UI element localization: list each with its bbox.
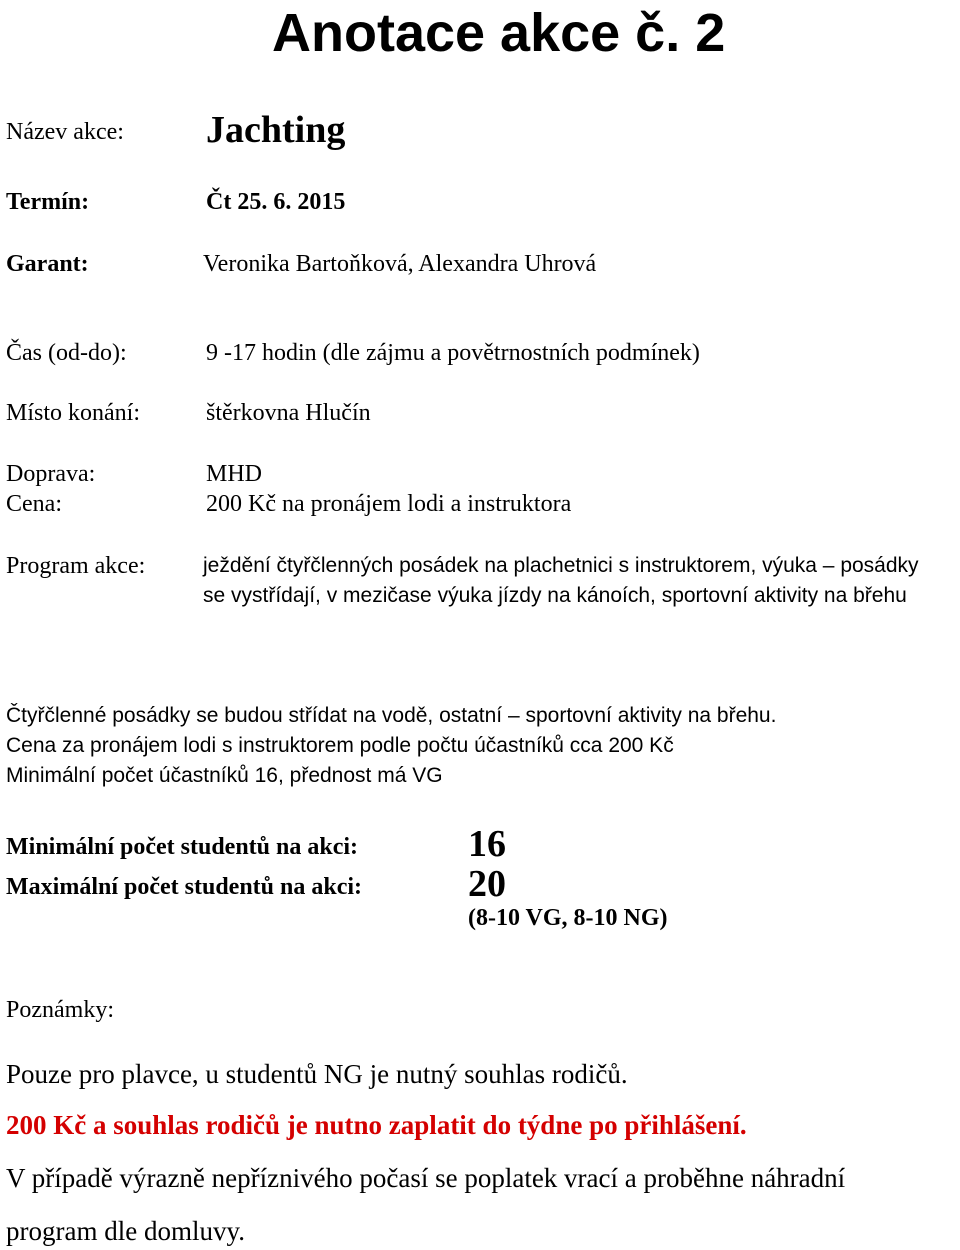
payment-note: 200 Kč a souhlas rodičů je nutno zaplatit do týdne po přihlášení. [6, 1110, 747, 1140]
place-label: Místo konání: [6, 400, 141, 426]
max-students-label: Maximální počet studentů na akci: [6, 874, 363, 900]
date-value: Čt 25. 6. 2015 [206, 189, 346, 215]
min-students-label: Minimální počet studentů na akci: [6, 834, 359, 860]
detail-line: Minimální počet účastníků 16, přednost má VG [6, 764, 443, 787]
event-name-value: Jachting [206, 109, 346, 151]
transport-label: Doprava: [6, 461, 96, 487]
min-students-value: 16 [468, 823, 506, 865]
page-title: Anotace akce č. 2 [272, 3, 726, 63]
guarantor-label: Garant: [6, 251, 89, 277]
event-name-label: Název akce: [6, 119, 124, 145]
price-label: Cena: [6, 491, 62, 517]
place-value: štěrkovna Hlučín [206, 400, 371, 426]
max-students-value: 20 [468, 863, 506, 905]
program-value: ježdění čtyřčlenných posádek na plachetnici s instruktorem, výuka – posádky se vystřídají, v mezičase výuka jízdy na kánoích, sportovní aktivity na břehu [203, 554, 919, 607]
note-line: program dle domluvy. [6, 1216, 245, 1246]
time-value: 9 -17 hodin (dle zájmu a povětrnostních podmínek) [206, 340, 700, 366]
detail-line: Cena za pronájem lodi s instruktorem podle počtu účastníků cca 200 Kč [6, 734, 674, 757]
guarantor-value: Veronika Bartoňková, Alexandra Uhrová [203, 251, 597, 277]
detail-line: Čtyřčlenné posádky se budou střídat na vodě, ostatní – sportovní aktivity na břehu. [6, 704, 777, 727]
transport-value: MHD [206, 461, 263, 487]
time-label: Čas (od-do): [6, 340, 127, 366]
price-value: 200 Kč na pronájem lodi a instruktora [206, 491, 572, 517]
note-line: V případě výrazně nepříznivého počasí se poplatek vrací a proběhne náhradní [6, 1163, 846, 1193]
notes-label: Poznámky: [6, 997, 114, 1023]
students-split: (8-10 VG, 8-10 NG) [468, 905, 668, 931]
date-label: Termín: [6, 189, 90, 215]
program-label: Program akce: [6, 553, 146, 579]
note-line: Pouze pro plavce, u studentů NG je nutný souhlas rodičů. [6, 1059, 628, 1089]
